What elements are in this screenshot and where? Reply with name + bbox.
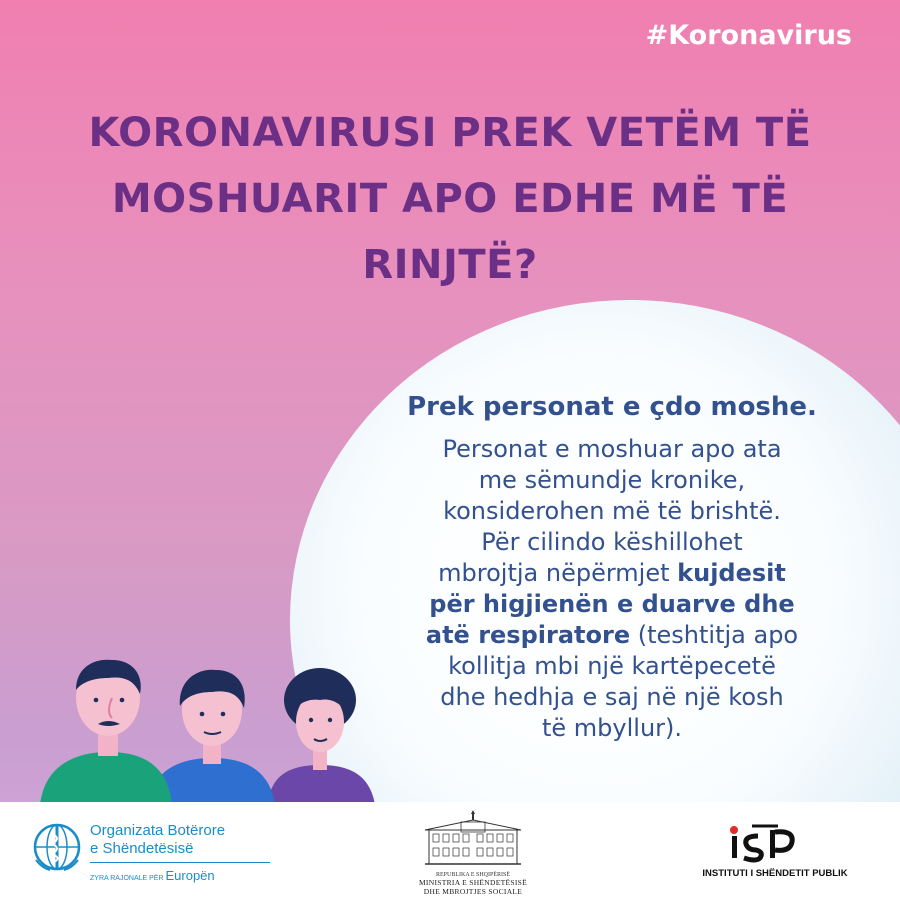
headline-line-2: MOSHUARIT APO EDHE MË TË — [111, 176, 789, 222]
hashtag: #Koronavirus — [645, 20, 852, 51]
body-line-6 — [372, 589, 852, 620]
people-illustration — [40, 640, 390, 805]
who-divider — [90, 862, 270, 863]
ministry-republic: REPUBLIKA E SHQIPËRISË — [435, 872, 510, 878]
body-line-1: Personat e moshuar apo ata — [442, 435, 782, 463]
body-line-5 — [372, 558, 852, 589]
ishp-mark-icon — [722, 822, 832, 866]
body-text — [372, 434, 852, 744]
ishp-logo — [700, 822, 870, 892]
body-line-7 — [372, 620, 852, 651]
headline-line-3: RINJTË? — [362, 242, 538, 288]
lead-statement: Prek personat e çdo moshe. — [407, 392, 817, 422]
who-region — [90, 868, 215, 883]
body-line-6-emphasis: për higjienën e duarve dhe — [429, 590, 795, 618]
headline — [0, 100, 900, 298]
body-line-7-text: (teshtitja apo — [630, 621, 799, 649]
body-line-10: të mbyllur). — [541, 714, 683, 742]
body-line-5-text: mbrojtja nëpërmjet — [438, 559, 678, 587]
who-text — [90, 822, 226, 883]
ministry-building-icon — [423, 808, 523, 866]
ministry-name-line-1: MINISTRIA E SHËNDETËSISË — [418, 878, 528, 887]
older-man-figure — [40, 660, 172, 805]
body-line-4: Për cilindo këshillohet — [481, 528, 743, 556]
who-region-name: Europën — [165, 868, 215, 883]
body-line-2: me sëmundje kronike, — [478, 466, 746, 494]
body-line-9: dhe hedhja e saj në një kosh — [440, 683, 784, 711]
body-line-5-emphasis: kujdesit — [677, 559, 786, 587]
ministry-logo — [408, 808, 538, 898]
body-line-3: konsiderohen më të brishtë. — [443, 497, 781, 525]
who-region-prefix: ZYRA RAJONALE PËR — [90, 875, 164, 882]
ministry-name-line-2: DHE MBROJTJES SOCIALE — [423, 887, 523, 896]
who-emblem-icon — [28, 818, 86, 876]
who-logo — [28, 818, 258, 888]
body-line-7-emphasis: atë respiratore — [425, 621, 631, 649]
who-name-line-1: Organizata Botërore — [90, 822, 226, 839]
footer-logos — [0, 802, 900, 900]
ishp-name: INSTITUTI I SHËNDETIT PUBLIK — [702, 868, 848, 879]
bubble-text — [372, 392, 852, 744]
body-line-8: kollitja mbi një kartëpecetë — [448, 652, 776, 680]
headline-line-1: KORONAVIRUSI PREK VETËM TË — [88, 110, 812, 156]
woman-figure — [268, 668, 375, 805]
who-name-line-2: e Shëndetësisë — [90, 840, 194, 857]
